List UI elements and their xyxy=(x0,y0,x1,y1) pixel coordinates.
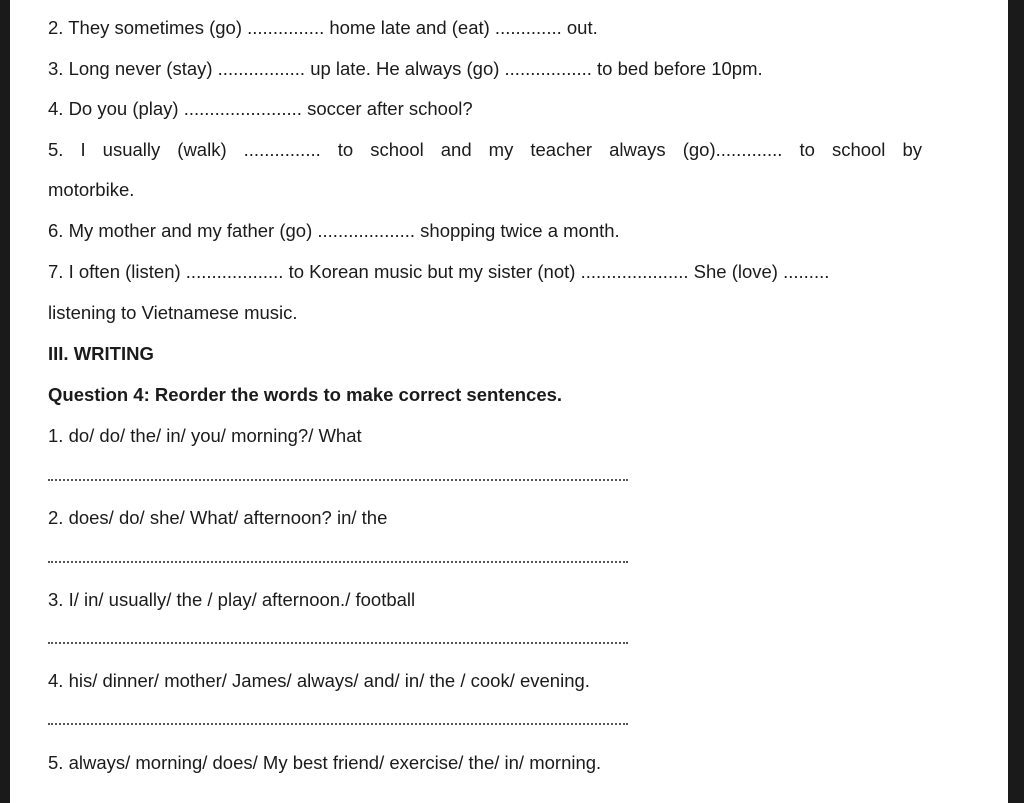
exercise-line-3: 3. Long never (stay) ................. up late. He always (go) ................. to bed before 10pm. xyxy=(48,58,763,79)
section-title: III. WRITING xyxy=(48,343,154,364)
exercise-line-5-continued: motorbike. xyxy=(48,179,135,200)
reorder-item-4: 4. his/ dinner/ mother/ James/ always/ and/ in/ the / cook/ evening. xyxy=(48,670,590,691)
exercise-line-7-continued: listening to Vietnamese music. xyxy=(48,302,298,323)
reorder-item-1: 1. do/ do/ the/ in/ you/ morning?/ What xyxy=(48,425,362,446)
answer-line-4[interactable] xyxy=(48,723,628,725)
question-title: Question 4: Reorder the words to make correct sentences. xyxy=(48,384,563,405)
exercise-line-5: 5. I usually (walk) ............... to school and my teacher always (go)............. to school by xyxy=(48,139,922,160)
exercise-line-7: 7. I often (listen) ................... to Korean music but my sister (not) ..................... She (love) ......... xyxy=(48,261,830,282)
reorder-item-2: 2. does/ do/ she/ What/ afternoon? in/ the xyxy=(48,507,388,528)
exercise-line-6: 6. My mother and my father (go) ................... shopping twice a month. xyxy=(48,220,620,241)
worksheet-page xyxy=(10,0,1008,803)
answer-line-2[interactable] xyxy=(48,561,628,563)
exercise-line-4: 4. Do you (play) ....................... soccer after school? xyxy=(48,98,473,119)
answer-line-3[interactable] xyxy=(48,642,628,644)
exercise-line-2: 2. They sometimes (go) ............... home late and (eat) ............. out. xyxy=(48,17,598,38)
reorder-item-3: 3. I/ in/ usually/ the / play/ afternoon./ football xyxy=(48,589,416,610)
reorder-item-5: 5. always/ morning/ does/ My best friend/ exercise/ the/ in/ morning. xyxy=(48,752,602,773)
answer-line-1[interactable] xyxy=(48,479,628,481)
